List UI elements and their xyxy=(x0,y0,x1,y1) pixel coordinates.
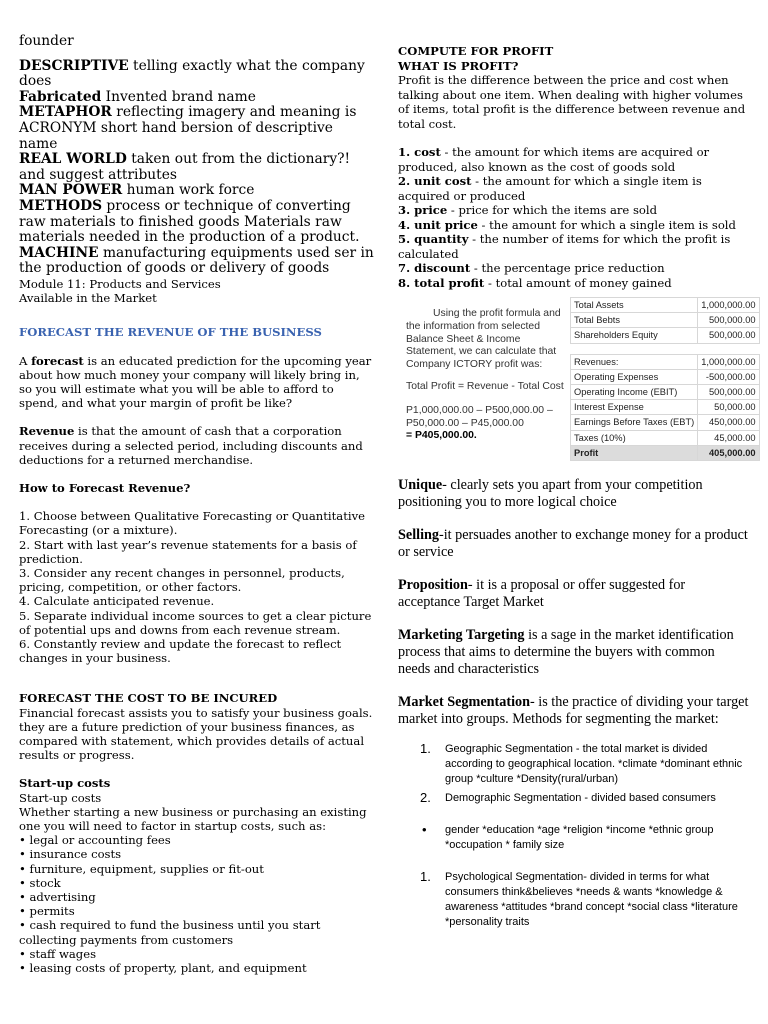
row-label: Shareholders Equity xyxy=(571,328,698,343)
list-text: Geographic Segmentation - the total market is divided according to geographical location. *climate *dominant ethnic group *culture *Density(rural/urban) xyxy=(445,743,743,785)
startup-item: • cash required to fund the business until you start collecting payments from customers xyxy=(19,918,321,947)
startup-paragraph: Whether starting a new business or purchasing an existing one you will need to factor in startup costs, such as: xyxy=(19,804,367,833)
list-marker: 2. xyxy=(420,790,431,805)
definition: - the number of items for which the profit is calculated xyxy=(398,232,731,261)
heading-text: COMPUTE FOR PROFIT xyxy=(398,44,554,58)
naming-metaphor xyxy=(19,105,374,121)
heading-text: Start-up costs xyxy=(19,776,111,791)
row-value: 500,000.00 xyxy=(698,384,759,399)
term: MAN POWER xyxy=(19,182,123,199)
startup-heading xyxy=(19,776,374,790)
row-value: 45,000.00 xyxy=(698,430,759,445)
definition: process or technique of converting raw materials to finished goods Materials raw materials needed in the production of a product. xyxy=(19,197,360,246)
definition: - is the practice of dividing your target market into groups. Methods for segmenting the market: xyxy=(398,694,749,727)
row-value: 1,000,000.00 xyxy=(698,354,759,369)
definition: ACRONYM short hand bersion of descriptive name xyxy=(19,119,333,152)
startup-item: • stock xyxy=(19,875,61,890)
definition: manufacturing equipments used ser in the production of goods or delivery of goods xyxy=(19,244,374,277)
term: Revenue xyxy=(19,424,75,439)
term: Fabricated xyxy=(19,88,102,105)
table-row xyxy=(571,328,760,343)
startup-item: • permits xyxy=(19,904,75,919)
compute-profit-heading xyxy=(398,44,750,59)
list-marker: 1. xyxy=(420,869,431,884)
row-label: Interest Expense xyxy=(571,400,698,415)
result-text: = P405,000.00. xyxy=(406,430,477,442)
step-item: 6. Constantly review and update the forecast to reflect changes in your business. xyxy=(19,636,342,666)
row-value: -500,000.00 xyxy=(698,369,759,384)
table-row xyxy=(571,354,760,369)
term-price xyxy=(398,203,750,218)
segmentation-list xyxy=(398,742,750,930)
heading-text: How to Forecast Revenue? xyxy=(19,480,191,495)
row-label: Profit xyxy=(571,445,698,460)
profit-row xyxy=(571,445,760,460)
term: DESCRIPTIVE xyxy=(19,57,129,74)
proposition-paragraph xyxy=(398,577,750,611)
revenue-paragraph xyxy=(19,424,374,467)
naming-acronym xyxy=(19,121,374,152)
calc-line-2: P50,000.00 – P45,000.00 xyxy=(406,417,524,429)
step-item: 1. Choose between Qualitative Forecasting or Quantitative Forecasting (or a mixture). xyxy=(19,509,365,538)
founder-text: founder xyxy=(19,33,74,49)
selling-paragraph xyxy=(398,527,750,561)
row-label: Operating Expenses xyxy=(571,369,698,384)
heading-text: WHAT IS PROFIT? xyxy=(398,58,519,73)
table-row xyxy=(571,400,760,415)
term-discount xyxy=(398,261,750,276)
naming-fabricated xyxy=(19,90,374,106)
number: 8. xyxy=(398,275,415,290)
formula-text: Total Profit = Revenue - Total Cost xyxy=(406,380,564,392)
number: 3. xyxy=(398,203,415,217)
term-total-profit xyxy=(398,276,750,291)
row-label: Total Assets xyxy=(571,298,698,313)
term: total profit xyxy=(414,275,485,290)
definition: Invented brand name xyxy=(101,88,256,105)
term-cost xyxy=(398,145,750,174)
forecast-paragraph xyxy=(19,354,374,411)
table-row xyxy=(571,384,760,399)
text: A xyxy=(19,353,32,368)
text: is that the amount of cash that a corporation receives during a selected period, including discounts and deductions for a returned merchandise. xyxy=(19,424,363,467)
list-text: Psychological Segmentation- divided in terms for what consumers think&believes *needs & wants *knowledge & awareness *attitudes *brand concept *social class *literature *personality traits xyxy=(445,871,738,928)
definition: - the amount for which a single item is acquired or produced xyxy=(398,174,702,203)
term: Market Segmentation xyxy=(398,694,530,710)
list-item xyxy=(398,742,750,787)
intro-text: Using the profit formula and the information from selected Balance Sheet & Income Statement, we can calculate that Company ICTORY profit was: xyxy=(406,308,561,371)
module-line-2: Available in the Market xyxy=(19,291,157,306)
term: Selling xyxy=(398,527,439,543)
list-item xyxy=(398,870,750,930)
row-label: Operating Income (EBIT) xyxy=(571,384,698,399)
row-value: 450,000.00 xyxy=(698,415,759,430)
spacer-row xyxy=(571,343,760,354)
term: discount xyxy=(414,261,471,275)
row-value: 405,000.00 xyxy=(698,445,759,460)
term: METHODS xyxy=(19,197,103,214)
term: quantity xyxy=(414,232,469,246)
term-unit-price xyxy=(398,218,750,233)
step-item: 2. Start with last year’s revenue statements for a basis of prediction. xyxy=(19,537,357,566)
definition: - it is a proposal or offer suggested for acceptance Target Market xyxy=(398,577,686,610)
calc-line-1: P1,000,000.00 – P500,000.00 – xyxy=(406,404,553,416)
module-line-1: Module 11: Products and Services xyxy=(19,276,221,291)
profit-paragraph: Profit is the difference between the price and cost when talking about one item. When dealing with higher volumes of items, total profit is the difference between revenue and total cost. xyxy=(398,73,746,131)
targeting-paragraph xyxy=(398,627,750,678)
right-column xyxy=(398,44,756,930)
step-item: 5. Separate individual income sources to get a clear picture of potential ups and downs from each revenue stream. xyxy=(19,608,372,637)
naming-man-power xyxy=(19,183,374,199)
what-is-profit-heading xyxy=(398,59,750,74)
startup-item: • legal or accounting fees xyxy=(19,833,171,848)
number: 1. xyxy=(398,145,415,159)
startup-item: • furniture, equipment, supplies or fit-out xyxy=(19,861,264,876)
startup-item: • staff wages xyxy=(19,946,97,961)
definition: - total amount of money gained xyxy=(484,275,672,290)
forecast-cost-heading xyxy=(19,691,374,705)
cost-paragraph: Financial forecast assists you to satisfy your business goals. they are a future prediction of your business finances, as compared with statement, which provides details of actual results or progress. xyxy=(19,705,373,763)
left-column xyxy=(19,34,374,975)
term: Marketing Targeting xyxy=(398,627,525,643)
list-text: Demographic Segmentation - divided based consumers xyxy=(445,792,716,804)
row-label: Revenues: xyxy=(571,354,698,369)
term: unit price xyxy=(414,217,478,232)
spacer xyxy=(698,343,759,354)
profit-calculation-text xyxy=(406,308,566,443)
calc-result xyxy=(406,430,566,443)
row-label: Taxes (10%) xyxy=(571,430,698,445)
term-quantity xyxy=(398,232,750,261)
how-to-forecast-heading xyxy=(19,481,374,495)
table-row xyxy=(571,313,760,328)
definition: - the amount for which a single item is sold xyxy=(477,217,736,232)
step-item: 3. Consider any recent changes in personnel, products, pricing, competition, or other factors. xyxy=(19,565,345,595)
row-value: 500,000.00 xyxy=(698,328,759,343)
row-value: 500,000.00 xyxy=(698,313,759,328)
segmentation-paragraph xyxy=(398,694,750,728)
definition: reflecting imagery and meaning is xyxy=(111,104,357,121)
startup-item: • advertising xyxy=(19,890,96,905)
forecast-revenue-heading: FORECAST THE REVENUE OF THE BUSINESS xyxy=(19,325,322,340)
list-text: gender *education *age *religion *income *ethnic group *occupation * family size xyxy=(445,824,714,851)
table-row xyxy=(571,415,760,430)
term: unit cost xyxy=(414,174,472,188)
naming-methods xyxy=(19,199,374,246)
table-row xyxy=(571,430,760,445)
term: REAL WORLD xyxy=(19,151,127,168)
term: MACHINE xyxy=(19,244,99,261)
text: is an educated prediction for the upcoming year about how much money your company will likely bring in, so you will estimate what you will be able to afford to spend, and what your margin of profit be like? xyxy=(19,353,372,411)
unique-paragraph xyxy=(398,477,750,511)
row-label: Total Bebts xyxy=(571,313,698,328)
definition: -it persuades another to exchange money for a product or service xyxy=(398,527,748,560)
definition: is a sage in the market identification process that aims to determine the buyers with common needs and characteristics xyxy=(398,627,734,677)
row-value: 1,000,000.00 xyxy=(698,298,759,313)
number: 5. xyxy=(398,232,415,246)
term: price xyxy=(414,203,448,217)
startup-subheading: Start-up costs xyxy=(19,790,102,805)
definition: taken out from the dictionary?! and suggest attributes xyxy=(19,151,351,183)
term: cost xyxy=(414,145,441,159)
table-row xyxy=(571,369,760,384)
list-item xyxy=(398,823,750,853)
naming-machine xyxy=(19,246,374,277)
number: 7. xyxy=(398,261,415,275)
startup-item: • insurance costs xyxy=(19,847,122,862)
list-marker: • xyxy=(422,822,427,837)
definition: - the amount for which items are acquired or produced, also known as the cost of goods sold xyxy=(398,145,710,174)
naming-real-world xyxy=(19,152,374,183)
profit-figure xyxy=(398,297,756,458)
definition: - price for which the items are sold xyxy=(447,203,658,217)
step-item: 4. Calculate anticipated revenue. xyxy=(19,594,215,609)
number: 4. xyxy=(398,217,415,232)
term-unit-cost xyxy=(398,174,750,203)
list-item xyxy=(398,791,750,806)
definition: telling exactly what the company does xyxy=(19,57,365,90)
naming-descriptive xyxy=(19,59,374,90)
startup-item: • leasing costs of property, plant, and equipment xyxy=(19,961,307,976)
row-label: Earnings Before Taxes (EBT) xyxy=(571,415,698,430)
definition: - the percentage price reduction xyxy=(470,261,665,275)
number: 2. xyxy=(398,174,415,188)
row-value: 50,000.00 xyxy=(698,400,759,415)
spacer xyxy=(571,343,698,354)
term: Unique xyxy=(398,477,443,493)
financial-table xyxy=(570,297,760,461)
heading-text: FORECAST THE COST TO BE INCURED xyxy=(19,691,278,706)
definition: - clearly sets you apart from your competition positioning you to more logical choice xyxy=(398,477,703,510)
term: Proposition xyxy=(398,577,468,593)
definition: human work force xyxy=(122,182,255,199)
term: forecast xyxy=(31,353,84,368)
term: METAPHOR xyxy=(19,104,112,121)
list-marker: 1. xyxy=(420,741,431,756)
table-row xyxy=(571,298,760,313)
